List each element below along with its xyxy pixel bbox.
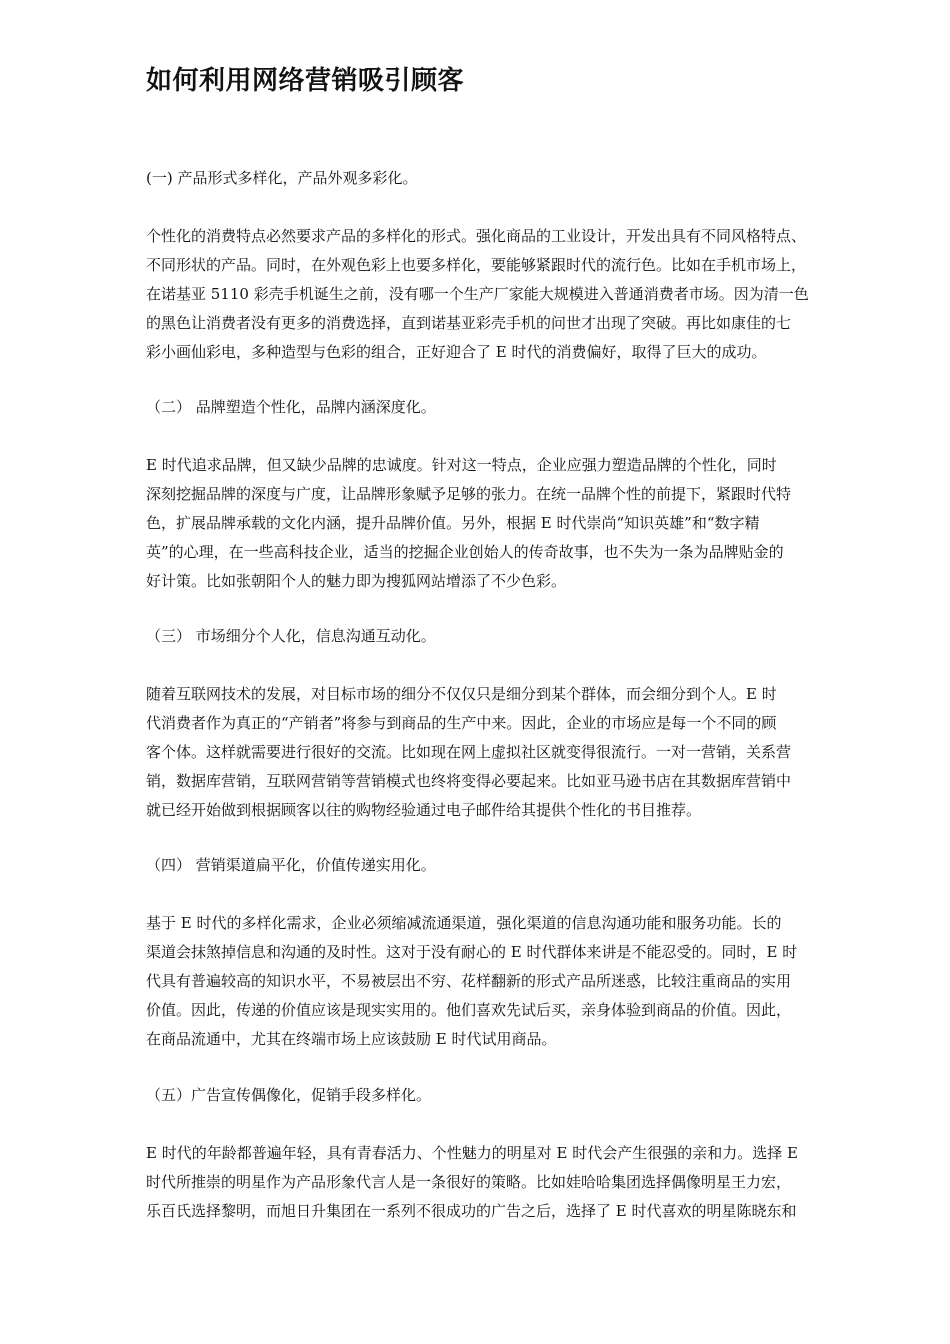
paragraph-line: E 时代的年龄都普遍年轻，具有青春活力、个性魅力的明星对 E 时代会产生很强的亲和力。选择 E xyxy=(146,1144,798,1162)
paragraph-line: 代消费者作为真正的“产销者”将参与到商品的生产中来。因此，企业的市场应是每一个不同的顾 xyxy=(146,714,777,732)
paragraph-line: 色，扩展品牌承载的文化内涵，提升品牌价值。另外，根据 E 时代崇尚“知识英雄”和“数字精 xyxy=(146,514,760,532)
paragraph-line: 英”的心理，在一些高科技企业，适当的挖掘企业创始人的传奇故事，也不失为一条为品牌贴金的 xyxy=(146,543,784,561)
paragraph-line: 价值。因此，传递的价值应该是现实实用的。他们喜欢先试后买，亲身体验到商品的价值。因此， xyxy=(146,1001,792,1019)
paragraph-line: 个性化的消费特点必然要求产品的多样化的形式。强化商品的工业设计，开发出具有不同风格特点、 xyxy=(146,227,807,245)
section-paragraph-4 xyxy=(146,909,882,1054)
section-heading-5: （五）广告宣传偶像化，促销手段多样化。 xyxy=(146,1086,432,1104)
document-title: 如何利用网络营销吸引顾客 xyxy=(146,66,465,96)
paragraph-line: 代具有普遍较高的知识水平，不易被层出不穷、花样翻新的形式产品所迷惑，比较注重商品的实用 xyxy=(146,972,792,990)
paragraph-line: 就已经开始做到根据顾客以往的购物经验通过电子邮件给其提供个性化的书目推荐。 xyxy=(146,801,702,819)
section-heading-2: （二） 品牌塑造个性化，品牌内涵深度化。 xyxy=(146,398,436,416)
section-paragraph-5 xyxy=(146,1139,882,1226)
paragraph-line: 彩小画仙彩电，多种造型与色彩的组合，正好迎合了 E 时代的消费偏好，取得了巨大的成功。 xyxy=(146,343,767,361)
paragraph-line: 时代所推崇的明星作为产品形象代言人是一条很好的策略。比如娃哈哈集团选择偶像明星王力宏， xyxy=(146,1173,792,1191)
paragraph-line: E 时代追求品牌，但又缺少品牌的忠诚度。针对这一特点，企业应强力塑造品牌的个性化，同时 xyxy=(146,456,777,474)
section-paragraph-2 xyxy=(146,451,882,596)
paragraph-line: 的黑色让消费者没有更多的消费选择，直到诺基亚彩壳手机的问世才出现了突破。再比如康佳的七 xyxy=(146,314,792,332)
section-heading-4: （四） 营销渠道扁平化，价值传递实用化。 xyxy=(146,856,436,874)
section-heading-1: (一) 产品形式多样化，产品外观多彩化。 xyxy=(146,169,418,187)
paragraph-line: 销，数据库营销，互联网营销等营销模式也终将变得必要起来。比如亚马逊书店在其数据库营销中 xyxy=(146,772,792,790)
section-paragraph-3 xyxy=(146,680,882,825)
paragraph-line: 好计策。比如张朝阳个人的魅力即为搜狐网站增添了不少色彩。 xyxy=(146,572,567,590)
paragraph-line: 乐百氏选择黎明，而旭日升集团在一系列不很成功的广告之后，选择了 E 时代喜欢的明星陈晓东和 xyxy=(146,1202,797,1220)
paragraph-line: 在诺基亚 5110 彩壳手机诞生之前，没有哪一个生产厂家能大规模进入普通消费者市场。因为清一色 xyxy=(146,285,809,303)
paragraph-line: 渠道会抹煞掉信息和沟通的及时性。这对于没有耐心的 E 时代群体来讲是不能忍受的。同时，E 时 xyxy=(146,943,798,961)
paragraph-line: 客个体。这样就需要进行很好的交流。比如现在网上虚拟社区就变得很流行。一对一营销，关系营 xyxy=(146,743,792,761)
section-heading-3: （三） 市场细分个人化，信息沟通互动化。 xyxy=(146,627,436,645)
section-paragraph-1 xyxy=(146,222,882,367)
paragraph-line: 不同形状的产品。同时，在外观色彩上也要多样化，要能够紧跟时代的流行色。比如在手机市场上， xyxy=(146,256,807,274)
paragraph-line: 基于 E 时代的多样化需求，企业必须缩减流通渠道，强化渠道的信息沟通功能和服务功能。长的 xyxy=(146,914,782,932)
paragraph-line: 在商品流通中，尤其在终端市场上应该鼓励 E 时代试用商品。 xyxy=(146,1030,557,1048)
paragraph-line: 深刻挖掘品牌的深度与广度，让品牌形象赋予足够的张力。在统一品牌个性的前提下，紧跟时代特 xyxy=(146,485,792,503)
paragraph-line: 随着互联网技术的发展，对目标市场的细分不仅仅只是细分到某个群体，而会细分到个人。E 时 xyxy=(146,685,777,703)
